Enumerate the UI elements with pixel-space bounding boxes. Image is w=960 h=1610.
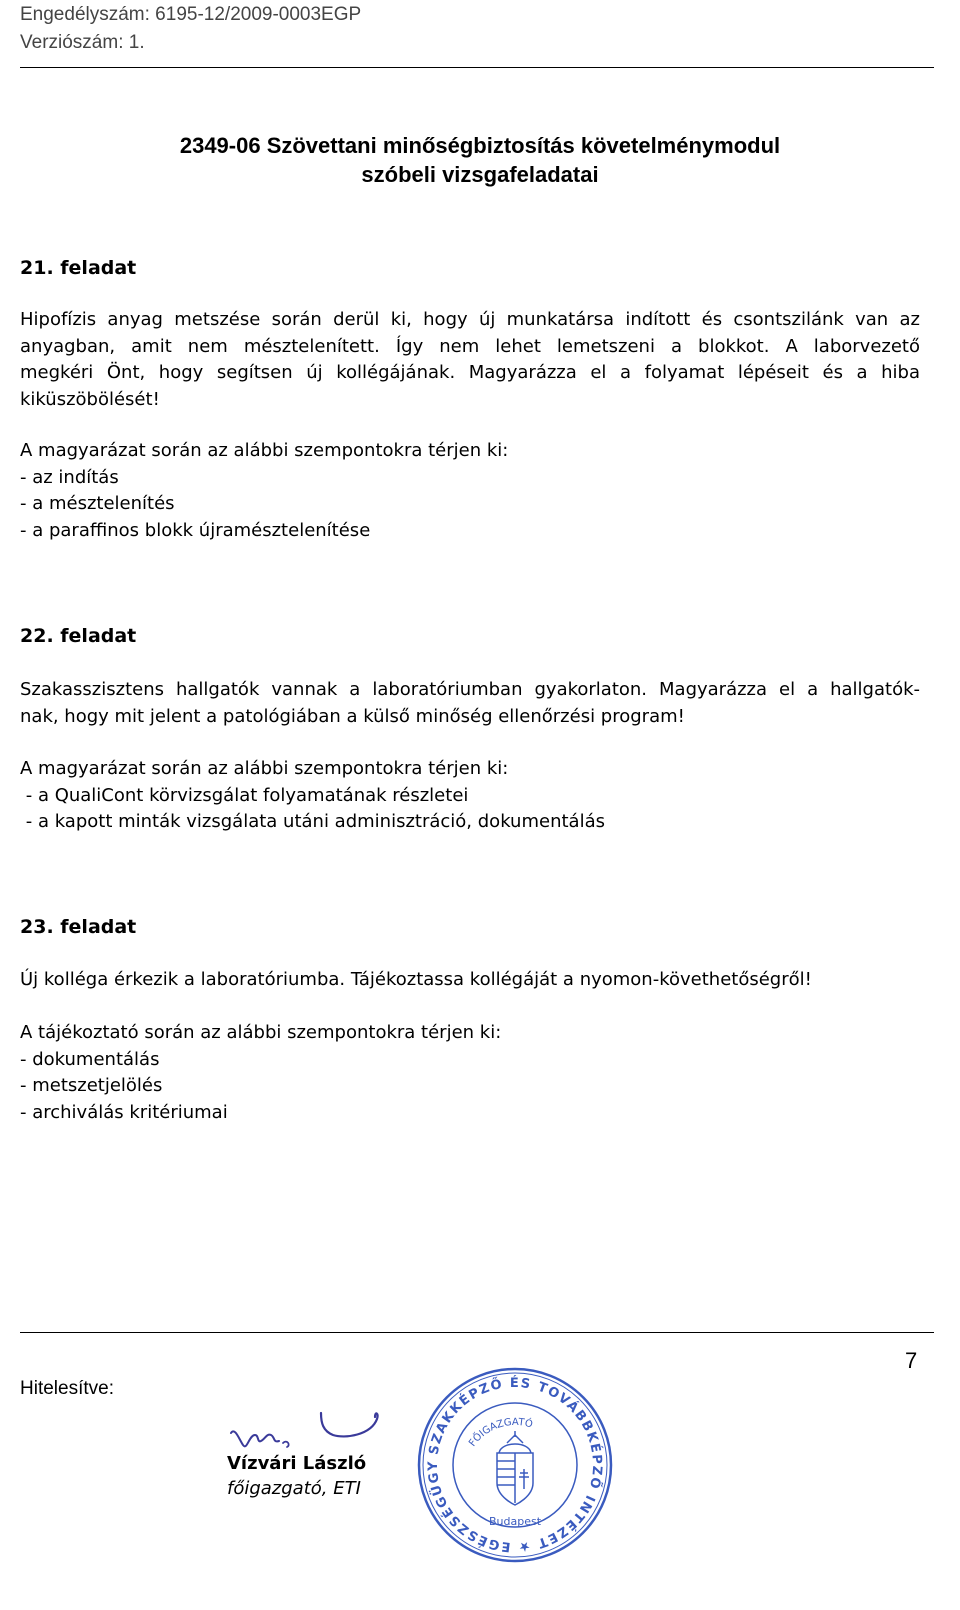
task-21-body-line: kiküszöbölését! (20, 388, 160, 410)
license-number: Engedélyszám: 6195-12/2009-0003EGP (20, 4, 362, 25)
official-stamp (415, 1365, 615, 1569)
document-title (0, 131, 960, 189)
task-23-point: - dokumentálás (20, 1048, 160, 1070)
task-23-point: - archiválás kritériumai (20, 1101, 228, 1123)
task-23-body-line: Új kolléga érkezik a laboratóriumba. Tájékoztassa kollégáját a nyomon-követhetőségről! (20, 969, 812, 990)
task-21-point: - az indítás (20, 466, 119, 488)
task-23-heading: 23. feladat (20, 916, 137, 938)
title-line-1: 2349-06 Szövettani minőségbiztosítás követelménymodul (179, 133, 781, 158)
task-22-body-line: nak, hogy mit jelent a patológiában a külső minőség ellenőrzési program! (20, 705, 685, 727)
task-21-body (20, 307, 920, 413)
task-21-intro: A magyarázat során az alábbi szempontokra térjen ki: (20, 440, 509, 461)
certified-label: Hitelesítve: (20, 1378, 114, 1399)
title-line-2: szóbeli vizsgafeladatai (361, 162, 599, 187)
page-number: 7 (905, 1348, 918, 1373)
version-number: Verziószám: 1. (20, 32, 145, 53)
task-21-heading: 21. feladat (20, 257, 137, 279)
footer-rule (20, 1332, 934, 1333)
task-21-point: - a mésztelenítés (20, 493, 175, 514)
header-rule (20, 67, 934, 68)
task-21-body-line: Hipofízis anyag metszése során derül ki, hogy új munkatársa indított és csontszilánk van az (20, 309, 920, 330)
task-22-aspects (20, 756, 920, 836)
task-22-body-line: Szakasszisztens hallgatók vannak a laboratóriumban gyakorlaton. Magyarázza el a hallgatók- (20, 679, 920, 700)
task-22-point: - a kapott minták vizsgálata utáni adminisztráció, dokumentálás (20, 811, 605, 832)
svg-text:FŐIGAZGATÓ (467, 1416, 534, 1449)
stamp-ring-text: SZAKKÉPZŐ ÉS TOVÁBBKÉPZŐ INTÉZET ★ EGÉSZSÉGÜGY (425, 1375, 605, 1555)
stamp-inner-text: FŐIGAZGATÓ (467, 1416, 534, 1449)
task-22-body (20, 677, 920, 730)
task-21-body-line: anyagban, amit nem mésztelenített. Így nem lehet lemetszeni a blokkot. A laborvezető (20, 335, 920, 357)
task-22-point: - a QualiCont körvizsgálat folyamatának részletei (20, 784, 469, 806)
task-23-intro: A tájékoztató során az alábbi szempontokra térjen ki: (20, 1022, 502, 1043)
task-23-point: - metszetjelölés (20, 1075, 163, 1096)
task-23-aspects (20, 1020, 920, 1126)
task-22-intro: A magyarázat során az alábbi szempontokra térjen ki: (20, 758, 509, 779)
stamp-city: Budapest (488, 1515, 542, 1528)
task-21-aspects (20, 438, 920, 544)
task-21-body-line: megkéri Önt, hogy segítsen új kollégájának. Magyarázza el a folyamat lépéseit és a hiba (20, 362, 920, 383)
signer-role: főigazgató, ETI (227, 1478, 361, 1499)
task-23-body (20, 967, 920, 994)
task-22-heading: 22. feladat (20, 625, 137, 647)
task-21-point: - a paraffinos blokk újramésztelenítése (20, 519, 371, 541)
signer-name: Vízvári László (227, 1453, 367, 1474)
